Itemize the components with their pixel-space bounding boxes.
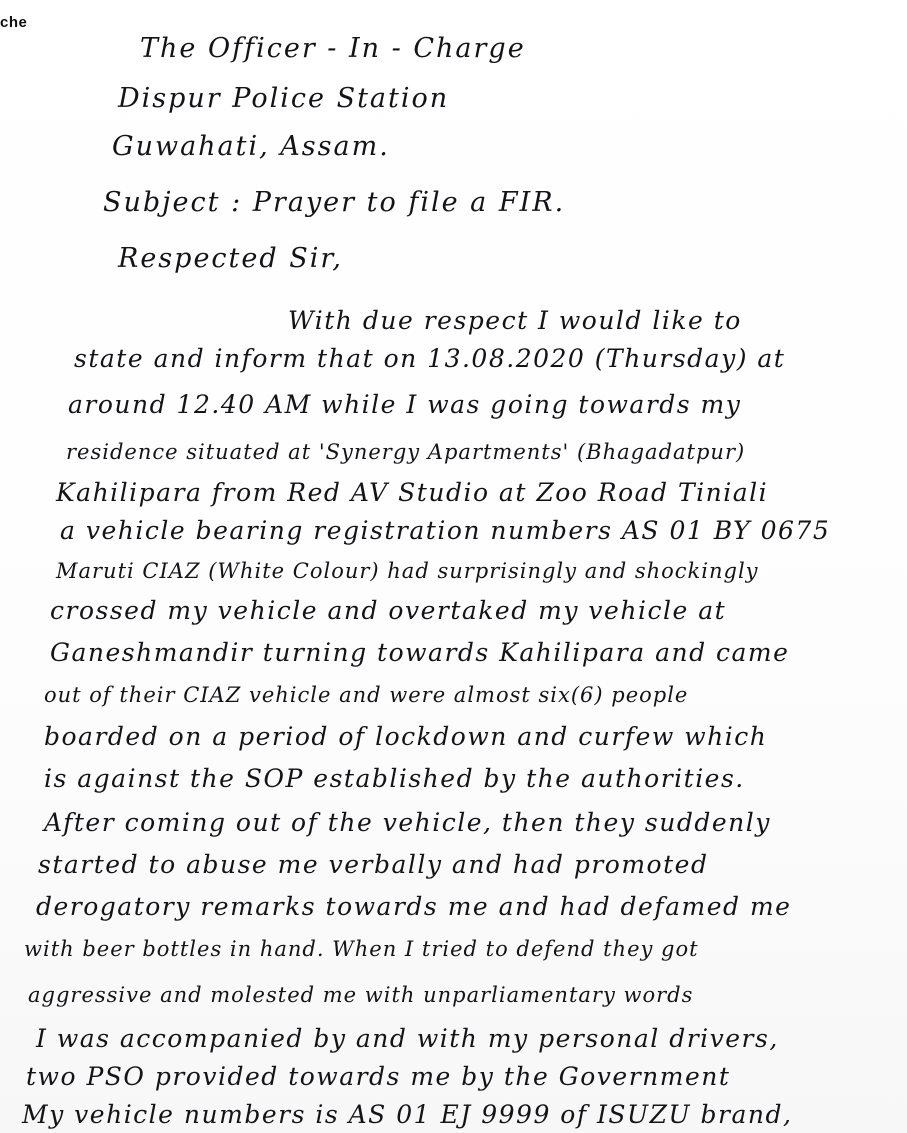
body-line: Ganeshmandir turning towards Kahilipara and came [50, 638, 790, 667]
body-line: two PSO provided towards me by the Government [26, 1062, 731, 1091]
subject-line: Subject : Prayer to file a FIR. [103, 187, 566, 218]
body-line: with beer bottles in hand. When I tried to defend they got [24, 937, 699, 961]
body-line: aggressive and molested me with unparliamentary words [28, 983, 694, 1007]
body-line: state and inform that on 13.08.2020 (Thursday) at [74, 344, 786, 373]
addressee-city: Guwahati, Assam. [112, 131, 390, 162]
body-line: around 12.40 AM while I was going towards my [68, 390, 742, 419]
body-line: out of their CIAZ vehicle and were almost six(6) people [44, 683, 689, 707]
addressee-station: Dispur Police Station [118, 83, 450, 114]
body-line: started to abuse me verbally and had promoted [38, 850, 709, 879]
body-line: boarded on a period of lockdown and curfew which [44, 722, 768, 751]
body-line: residence situated at 'Synergy Apartments' (Bhagadatpur) [66, 440, 746, 464]
body-line: Maruti CIAZ (White Colour) had surprisingly and shockingly [56, 559, 759, 583]
body-line: derogatory remarks towards me and had defamed me [36, 892, 792, 921]
salutation: Respected Sir, [118, 243, 343, 274]
body-line: is against the SOP established by the authorities. [44, 764, 745, 793]
body-line: crossed my vehicle and overtaked my vehicle at [50, 596, 727, 625]
body-line: Kahilipara from Red AV Studio at Zoo Road Tiniali [56, 478, 769, 507]
body-line: With due respect I would like to [288, 306, 742, 335]
addressee-title: The Officer - In - Charge [140, 33, 526, 64]
corner-mark: che [0, 14, 28, 31]
body-line: I was accompanied by and with my personal drivers, [36, 1024, 779, 1053]
body-line: After coming out of the vehicle, then they suddenly [44, 808, 771, 837]
body-line: My vehicle numbers is AS 01 EJ 9999 of ISUZU brand, [22, 1100, 793, 1129]
body-line: a vehicle bearing registration numbers AS 01 BY 0675 [60, 516, 831, 545]
